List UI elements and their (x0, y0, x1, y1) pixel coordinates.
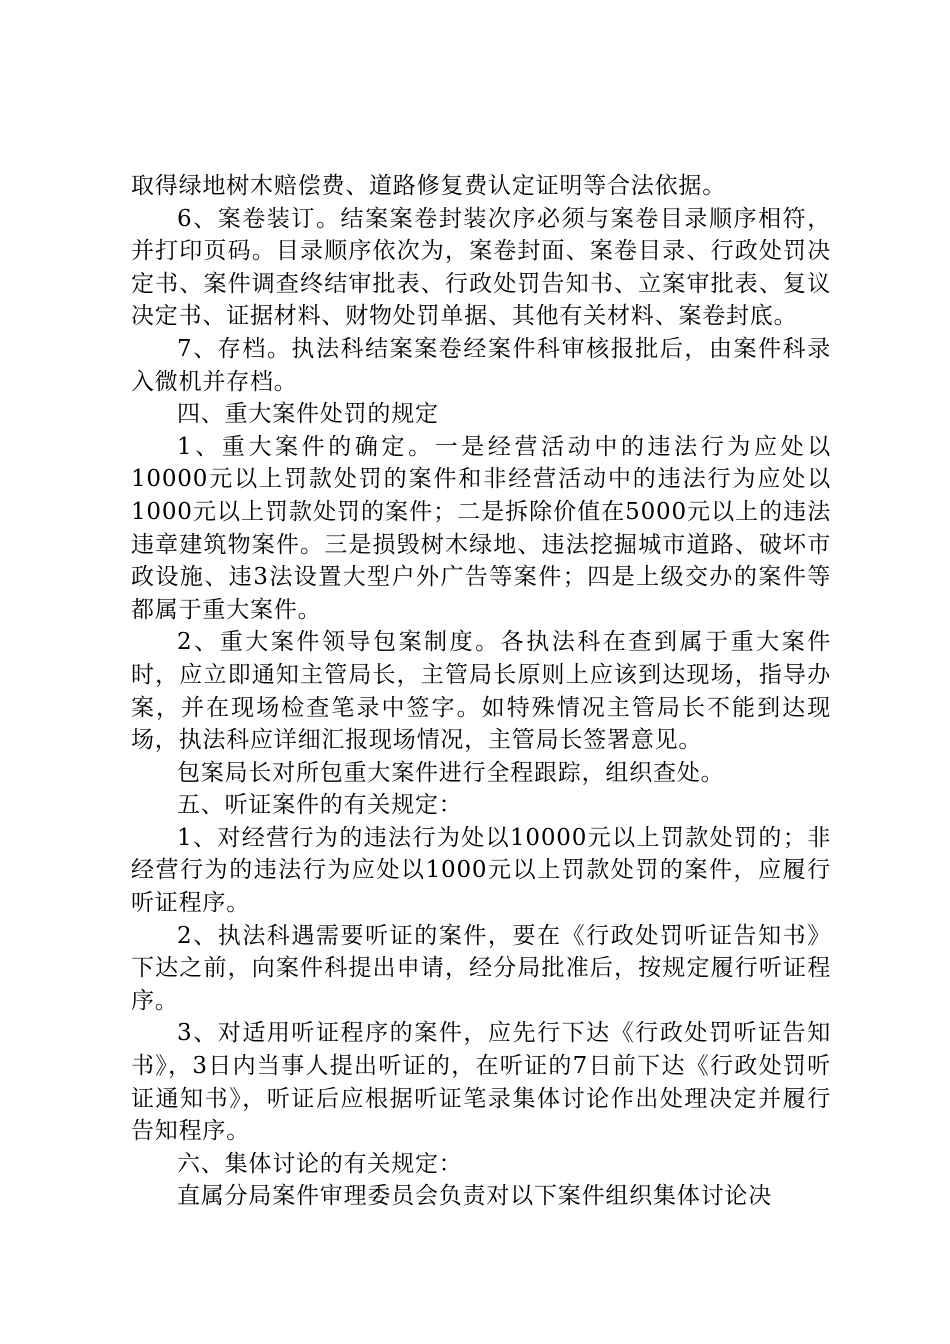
section-heading-collective-discussion: 六、集体讨论的有关规定： (177, 1150, 463, 1177)
paragraph-leadership-system: 2、重大案件领导包案制度。各执法科在查到属于重大案件时，应立即通知主管局长，主管局长原则上应该到达现场，指导办案，并在现场检查笔录中签字。如特殊情况主管局长不能到达现场，执法科应详细汇报现场情况，主管局长签署意见。 (131, 629, 831, 754)
paragraph-case-binding: 6、案卷装订。结案案卷封装次序必须与案卷目录顺序相符，并打印页码。目录顺序依次为，案卷封面、案卷目录、行政处罚决定书、案件调查终结审批表、行政处罚告知书、立案审批表、复议决定书、证据材料、财物处罚单据、其他有关材料、案卷封底。 (131, 205, 831, 330)
paragraph-hearing-application: 2、执法科遇需要听证的案件，要在《行政处罚听证告知书》下达之前，向案件科提出申请，经分局批准后，按规定履行听证程序。 (131, 922, 831, 1014)
paragraph-review-committee: 直属分局案件审理委员会负责对以下案件组织集体讨论决 (177, 1183, 772, 1210)
section-heading-major-cases: 四、重大案件处罚的规定 (177, 401, 439, 428)
paragraph-continuation: 取得绿地树木赔偿费、道路修复费认定证明等合法依据。 (131, 173, 726, 199)
section-heading-hearing-cases: 五、听证案件的有关规定： (177, 792, 463, 819)
paragraph-archiving: 7、存档。执法科结案案卷经案件科审核报批后，由案件科录入微机并存档。 (131, 335, 831, 395)
paragraph-major-case-definition: 1、重大案件的确定。一是经营活动中的违法行为应处以10000元以上罚款处罚的案件和非经营活动中的违法行为应处以1000元以上罚款处罚的案件；二是拆除价值在5000元以上的违法违章建筑物案件。三是损毁树木绿地、违法挖掘城市道路、破坏市政设施、违3法设置大型户外广告等案件；四是上级交办的案件等都属于重大案件。 (131, 433, 831, 623)
paragraph-hearing-procedure: 3、对适用听证程序的案件，应先行下达《行政处罚听证告知书》，3日内当事人提出听证的，在听证的7日前下达《行政处罚听证通知书》，听证后应根据听证笔录集体讨论作出处理决定并履行告知程序。 (131, 1020, 831, 1145)
paragraph-tracking: 包案局长对所包重大案件进行全程跟踪，组织查处。 (177, 759, 725, 786)
document-body (131, 170, 831, 1213)
paragraph-hearing-scope: 1、对经营行为的违法行为处以10000元以上罚款处罚的；非经营行为的违法行为应处以1000元以上罚款处罚的案件，应履行听证程序。 (131, 824, 831, 917)
